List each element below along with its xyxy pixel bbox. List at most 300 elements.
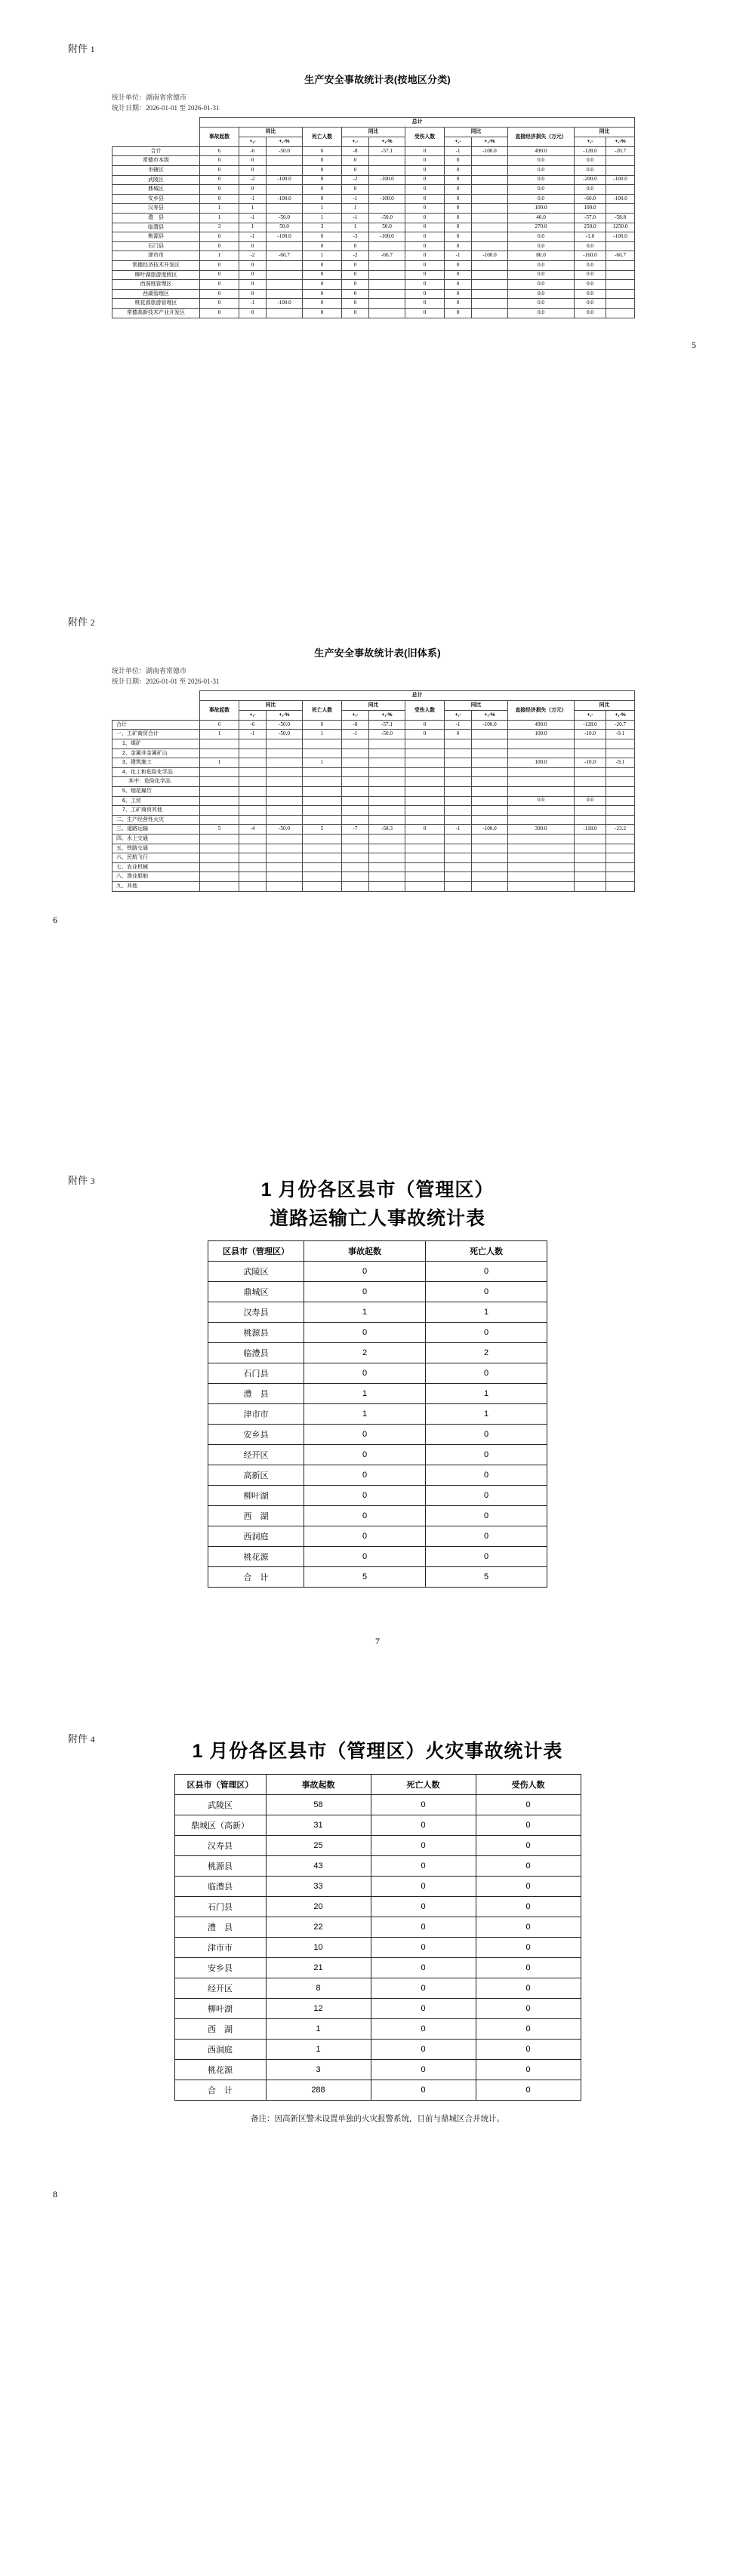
table-cell: 22 <box>266 1917 371 1937</box>
table-cell <box>575 835 606 844</box>
table-cell: 0.0 <box>508 299 575 309</box>
table-cell <box>606 156 635 166</box>
table-cell <box>508 862 575 872</box>
table-cell <box>472 844 508 853</box>
table-cell: 0.0 <box>575 308 606 318</box>
table-cell <box>267 156 303 166</box>
table-cell <box>342 758 369 768</box>
table-cell <box>342 862 369 872</box>
table-column-header: 区县市（管理区） <box>208 1241 304 1262</box>
statistic-unit: 统计单位：湖南省常德市 <box>112 667 187 675</box>
table-cell <box>369 280 405 290</box>
table-cell <box>606 853 635 863</box>
table-row <box>112 223 635 232</box>
table-cell <box>508 767 575 777</box>
table-cell <box>472 730 508 739</box>
table-cell <box>200 749 239 758</box>
table-cell <box>445 777 472 787</box>
table-cell: 0.0 <box>575 241 606 251</box>
table-cell <box>405 881 445 891</box>
table-cell: 0 <box>371 1917 476 1937</box>
table-cell <box>508 853 575 863</box>
table-row <box>112 749 635 758</box>
table-column-header: 死亡人数 <box>371 1774 476 1794</box>
table-row-label: 武陵区 <box>174 1794 266 1815</box>
table-cell: 0 <box>304 1445 426 1465</box>
table-cell: 10 <box>266 1937 371 1957</box>
table-cell <box>267 270 303 280</box>
table-row-label: 西洞庭管理区 <box>112 280 200 290</box>
appendix-3-title-line1: 1 月份各区县市（管理区） <box>260 1179 495 1200</box>
table-cell: -100.0 <box>472 251 508 261</box>
table-cell <box>445 815 472 825</box>
table-corner-cell <box>112 690 200 720</box>
table-row <box>208 1302 547 1323</box>
table-cell <box>369 881 405 891</box>
table-cell: 0 <box>405 299 445 309</box>
table-cell: 1 <box>342 204 369 214</box>
table-cell <box>472 881 508 891</box>
table-cell: 1 <box>342 223 369 232</box>
table-cell: 0 <box>342 289 369 299</box>
table-cell: 0 <box>405 730 445 739</box>
table-cell <box>369 308 405 318</box>
table-cell <box>369 299 405 309</box>
table-cell <box>472 308 508 318</box>
table-cell: -8 <box>342 720 369 730</box>
table-cell: -100.0 <box>606 175 635 185</box>
table-row <box>112 270 635 280</box>
table-row <box>174 1794 581 1815</box>
table-header-row-group <box>112 117 635 127</box>
table-cell <box>267 308 303 318</box>
table-cell: 0 <box>476 1855 581 1876</box>
table-cell <box>342 835 369 844</box>
table-cell: 0 <box>371 2039 476 2059</box>
table-cell <box>239 739 267 749</box>
table-cell: -60.0 <box>575 194 606 204</box>
table-row-label: 1、煤矿 <box>112 739 200 749</box>
table-cell: 58 <box>266 1794 371 1815</box>
table-cell <box>342 796 369 806</box>
table-cell: -128.0 <box>575 720 606 730</box>
table-subcolumn-header: +,- <box>575 710 606 720</box>
table-cell <box>445 749 472 758</box>
table-cell <box>606 881 635 891</box>
table-cell <box>267 767 303 777</box>
table-cell: 0.0 <box>508 270 575 280</box>
table-cell <box>369 862 405 872</box>
table-cell: 0 <box>476 2080 581 2100</box>
table-row-label: 高新区 <box>208 1465 304 1486</box>
table-cell <box>303 739 342 749</box>
appendix-1-meta <box>0 93 755 114</box>
table-cell: 0 <box>342 166 369 176</box>
table-cell: -9.1 <box>606 730 635 739</box>
table-cell <box>303 749 342 758</box>
table-cell <box>342 749 369 758</box>
table-cell <box>239 787 267 797</box>
table-column-header: 事故起数 <box>266 1774 371 1794</box>
table-row <box>112 758 635 768</box>
table-cell <box>200 787 239 797</box>
table-cell: 1 <box>239 223 267 232</box>
table-cell: 490.0 <box>508 146 575 156</box>
table-row-label: 桃源县 <box>208 1323 304 1343</box>
table-row-label: 汉寿县 <box>208 1302 304 1323</box>
table-cell: 0 <box>371 2018 476 2039</box>
table-cell <box>405 815 445 825</box>
table-cell: -1 <box>239 194 267 204</box>
table-row-label: 临澧县 <box>174 1876 266 1896</box>
table-cell: 1 <box>303 758 342 768</box>
table-cell: 0 <box>371 1978 476 1998</box>
table-cell <box>445 881 472 891</box>
table-cell <box>445 758 472 768</box>
table-cell: 1 <box>426 1384 547 1404</box>
appendix-2-label-text: 附件 <box>68 616 88 628</box>
table-cell: 0.0 <box>575 270 606 280</box>
table-cell <box>369 844 405 853</box>
table-cell: 1 <box>200 758 239 768</box>
table-cell: 0 <box>303 289 342 299</box>
table-cell <box>267 806 303 816</box>
table-row-label: 柳叶湖旅游度假区 <box>112 270 200 280</box>
table-cell: -66.7 <box>606 251 635 261</box>
table-cell: 20 <box>266 1896 371 1917</box>
table-cell: 0 <box>371 1855 476 1876</box>
table-cell: 0 <box>303 156 342 166</box>
table-cell: 0 <box>200 175 239 185</box>
table-cell <box>369 166 405 176</box>
table-cell <box>200 844 239 853</box>
table-cell: -20.7 <box>606 720 635 730</box>
table-cell: 1 <box>426 1302 547 1323</box>
table-row-label: 武陵区 <box>112 175 200 185</box>
table-row <box>112 853 635 863</box>
table-row-label: 汉寿县 <box>112 204 200 214</box>
table-cell <box>606 767 635 777</box>
table-cell: 0 <box>200 232 239 242</box>
table-cell <box>606 787 635 797</box>
table-cell: 270.0 <box>508 223 575 232</box>
table-row <box>112 194 635 204</box>
table-cell <box>239 758 267 768</box>
table-subcolumn-header: +,-% <box>267 137 303 146</box>
table-cell: -1 <box>342 730 369 739</box>
table-cell: 100.0 <box>575 204 606 214</box>
table-cell: -7 <box>342 825 369 835</box>
table-cell <box>445 796 472 806</box>
table-cell: 33 <box>266 1876 371 1896</box>
table-cell: 0.0 <box>508 156 575 166</box>
table-cell: 0 <box>445 204 472 214</box>
table-corner-cell <box>112 117 200 146</box>
table-cell: 5 <box>303 825 342 835</box>
table-row <box>174 1957 581 1978</box>
table-cell <box>303 853 342 863</box>
table-row <box>112 232 635 242</box>
table-cell: 2 <box>426 1343 547 1363</box>
table-cell <box>267 749 303 758</box>
table-cell <box>303 872 342 882</box>
table-cell: 0 <box>200 270 239 280</box>
table-cell: -1 <box>239 232 267 242</box>
table-cell <box>342 777 369 787</box>
appendix-4-number: 4 <box>90 1734 95 1744</box>
table-cell <box>472 853 508 863</box>
table-cell: 1 <box>303 730 342 739</box>
table-cell <box>472 749 508 758</box>
table-cell <box>606 777 635 787</box>
table-cell: 0 <box>342 299 369 309</box>
table-cell <box>239 872 267 882</box>
appendix-1-title: 生产安全事故统计表(按地区分类) <box>304 74 451 85</box>
table-cell: 0 <box>405 280 445 290</box>
table-cell <box>606 796 635 806</box>
table-cell: 0 <box>239 261 267 271</box>
table-cell <box>606 204 635 214</box>
table-row <box>112 730 635 739</box>
table-row <box>112 214 635 223</box>
table-cell: -200.0 <box>575 175 606 185</box>
table-row-label: 2、金属非金属矿山 <box>112 749 200 758</box>
table-cell: -20.7 <box>606 146 635 156</box>
table-cell: -58.8 <box>606 214 635 223</box>
table-cell: 1 <box>303 214 342 223</box>
table-cell: 3 <box>266 2059 371 2080</box>
table-row-label: 合 计 <box>174 2080 266 2100</box>
appendix-2-table <box>112 690 635 892</box>
table-cell <box>472 185 508 195</box>
table-cell <box>575 815 606 825</box>
table-cell <box>239 777 267 787</box>
table-cell: 6 <box>303 720 342 730</box>
table-cell: 0 <box>304 1262 426 1282</box>
table-cell: 0 <box>342 261 369 271</box>
table-cell <box>267 166 303 176</box>
table-cell <box>606 815 635 825</box>
table-column-header: 同比 <box>239 127 303 137</box>
table-cell <box>472 204 508 214</box>
table-cell: 0 <box>405 204 445 214</box>
table-group-header: 总计 <box>200 117 635 127</box>
table-cell: 0 <box>371 1835 476 1855</box>
table-cell <box>472 194 508 204</box>
table-cell: 0 <box>405 156 445 166</box>
table-cell <box>606 835 635 844</box>
table-row-label: 八、渔业船舶 <box>112 872 200 882</box>
table-cell <box>445 872 472 882</box>
table-row-label: 五、铁路交通 <box>112 844 200 853</box>
table-cell: 0 <box>371 1998 476 2018</box>
table-cell: 0 <box>303 299 342 309</box>
table-cell: 1250.0 <box>606 223 635 232</box>
table-column-header: 死亡人数 <box>303 127 342 146</box>
table-cell: 50.0 <box>369 223 405 232</box>
table-cell <box>508 739 575 749</box>
table-cell <box>472 815 508 825</box>
table-row <box>208 1567 547 1588</box>
table-row-label: 四、水上交通 <box>112 835 200 844</box>
table-cell: -2 <box>342 251 369 261</box>
page-appendix-4 <box>0 1690 755 2576</box>
table-cell: -1 <box>445 825 472 835</box>
table-cell: 0 <box>445 175 472 185</box>
table-cell <box>342 844 369 853</box>
table-cell: -100.0 <box>267 194 303 204</box>
table-header-row-group <box>112 690 635 700</box>
table-row <box>208 1465 547 1486</box>
table-cell <box>472 166 508 176</box>
table-cell: 8 <box>266 1978 371 1998</box>
table-cell: -2 <box>342 175 369 185</box>
table-cell <box>472 862 508 872</box>
table-row <box>112 720 635 730</box>
table-cell: -9.1 <box>606 758 635 768</box>
table-cell: 490.0 <box>508 720 575 730</box>
table-cell <box>405 758 445 768</box>
table-cell: -100.0 <box>606 232 635 242</box>
table-cell <box>239 835 267 844</box>
table-cell <box>508 749 575 758</box>
table-cell <box>472 796 508 806</box>
table-cell: -50.0 <box>267 730 303 739</box>
page-number-5: 5 <box>692 339 696 350</box>
table-row <box>208 1363 547 1384</box>
table-cell <box>575 749 606 758</box>
appendix-3-label-text: 附件 <box>68 1175 88 1186</box>
table-cell <box>200 835 239 844</box>
table-cell: 0 <box>476 2018 581 2039</box>
table-column-header: 死亡人数 <box>426 1241 547 1262</box>
table-cell <box>267 289 303 299</box>
table-row <box>174 1855 581 1876</box>
table-cell: -1 <box>342 194 369 204</box>
table-cell <box>472 261 508 271</box>
table-cell: 0 <box>445 166 472 176</box>
table-row-label: 安乡县 <box>208 1425 304 1445</box>
table-cell: 0 <box>405 825 445 835</box>
table-row-label: 经开区 <box>174 1978 266 1998</box>
table-cell: 0 <box>239 270 267 280</box>
table-cell: 0 <box>445 241 472 251</box>
table-cell <box>342 787 369 797</box>
table-row-label: 桃花源 <box>208 1547 304 1567</box>
table-cell <box>369 872 405 882</box>
table-cell: 0 <box>239 308 267 318</box>
table-cell: 1 <box>200 204 239 214</box>
table-cell: 0 <box>200 185 239 195</box>
table-cell: 0 <box>445 223 472 232</box>
table-cell: 1 <box>426 1404 547 1425</box>
table-column-header: 受伤人数 <box>405 700 445 720</box>
table-cell <box>508 844 575 853</box>
table-cell <box>200 739 239 749</box>
table-cell: 6 <box>303 146 342 156</box>
table-cell <box>369 739 405 749</box>
table-cell: 0 <box>304 1506 426 1526</box>
table-cell: 0 <box>342 156 369 166</box>
table-cell <box>200 796 239 806</box>
table-cell: 0 <box>304 1425 426 1445</box>
table-cell: 0 <box>476 1937 581 1957</box>
table-cell: -1 <box>445 720 472 730</box>
table-cell: 0 <box>303 194 342 204</box>
table-cell <box>303 844 342 853</box>
table-subcolumn-header: +,-% <box>267 710 303 720</box>
table-cell: 3 <box>200 223 239 232</box>
table-cell <box>508 835 575 844</box>
table-row-label: 4、化工和危险化学品 <box>112 767 200 777</box>
table-cell: 0 <box>476 1917 581 1937</box>
table-cell <box>472 835 508 844</box>
table-row-label: 安乡县 <box>174 1957 266 1978</box>
table-column-header: 区县市（管理区） <box>174 1774 266 1794</box>
table-cell: -57.1 <box>369 720 405 730</box>
table-row <box>174 1896 581 1917</box>
table-cell: -100.0 <box>369 232 405 242</box>
table-cell: 0.0 <box>508 166 575 176</box>
table-cell: 0 <box>200 194 239 204</box>
table-cell: 0.0 <box>508 261 575 271</box>
table-row-label: 合计 <box>112 146 200 156</box>
table-row <box>174 2080 581 2100</box>
table-cell <box>405 872 445 882</box>
table-cell <box>303 777 342 787</box>
table-cell <box>472 156 508 166</box>
table-cell <box>445 767 472 777</box>
table-cell: 100.0 <box>508 204 575 214</box>
table-row-label: 市辖区 <box>112 166 200 176</box>
table-cell <box>200 815 239 825</box>
table-row-label: 桃花源旅游管理区 <box>112 299 200 309</box>
appendix-4-table <box>174 1774 581 2101</box>
table-cell <box>606 280 635 290</box>
table-cell: -4 <box>239 825 267 835</box>
table-cell: -50.0 <box>369 730 405 739</box>
appendix-4-note: 备注：因高新区警未设置单独的火灾报警系统，目前与鼎城区合并统计。 <box>251 2113 504 2123</box>
table-subcolumn-header: +,- <box>239 710 267 720</box>
table-cell <box>606 308 635 318</box>
table-row <box>112 241 635 251</box>
table-row-label: 鼎城区 <box>208 1282 304 1302</box>
table-cell <box>575 806 606 816</box>
table-cell <box>606 270 635 280</box>
table-cell <box>267 787 303 797</box>
table-cell <box>342 872 369 882</box>
table-cell <box>405 853 445 863</box>
table-cell <box>405 767 445 777</box>
table-cell <box>575 853 606 863</box>
table-cell <box>472 280 508 290</box>
table-cell <box>405 844 445 853</box>
table-cell: 0 <box>200 289 239 299</box>
table-cell <box>342 853 369 863</box>
table-cell: -6 <box>239 720 267 730</box>
table-cell: 0 <box>342 241 369 251</box>
table-row <box>112 777 635 787</box>
table-cell: 0.0 <box>508 194 575 204</box>
page-appendix-2 <box>0 573 755 1132</box>
table-column-header: 同比 <box>342 700 405 710</box>
table-row-label: 石门县 <box>174 1896 266 1917</box>
table-cell: -58.3 <box>369 825 405 835</box>
table-cell <box>200 872 239 882</box>
table-cell: 390.0 <box>508 825 575 835</box>
table-cell <box>303 835 342 844</box>
table-cell <box>508 777 575 787</box>
